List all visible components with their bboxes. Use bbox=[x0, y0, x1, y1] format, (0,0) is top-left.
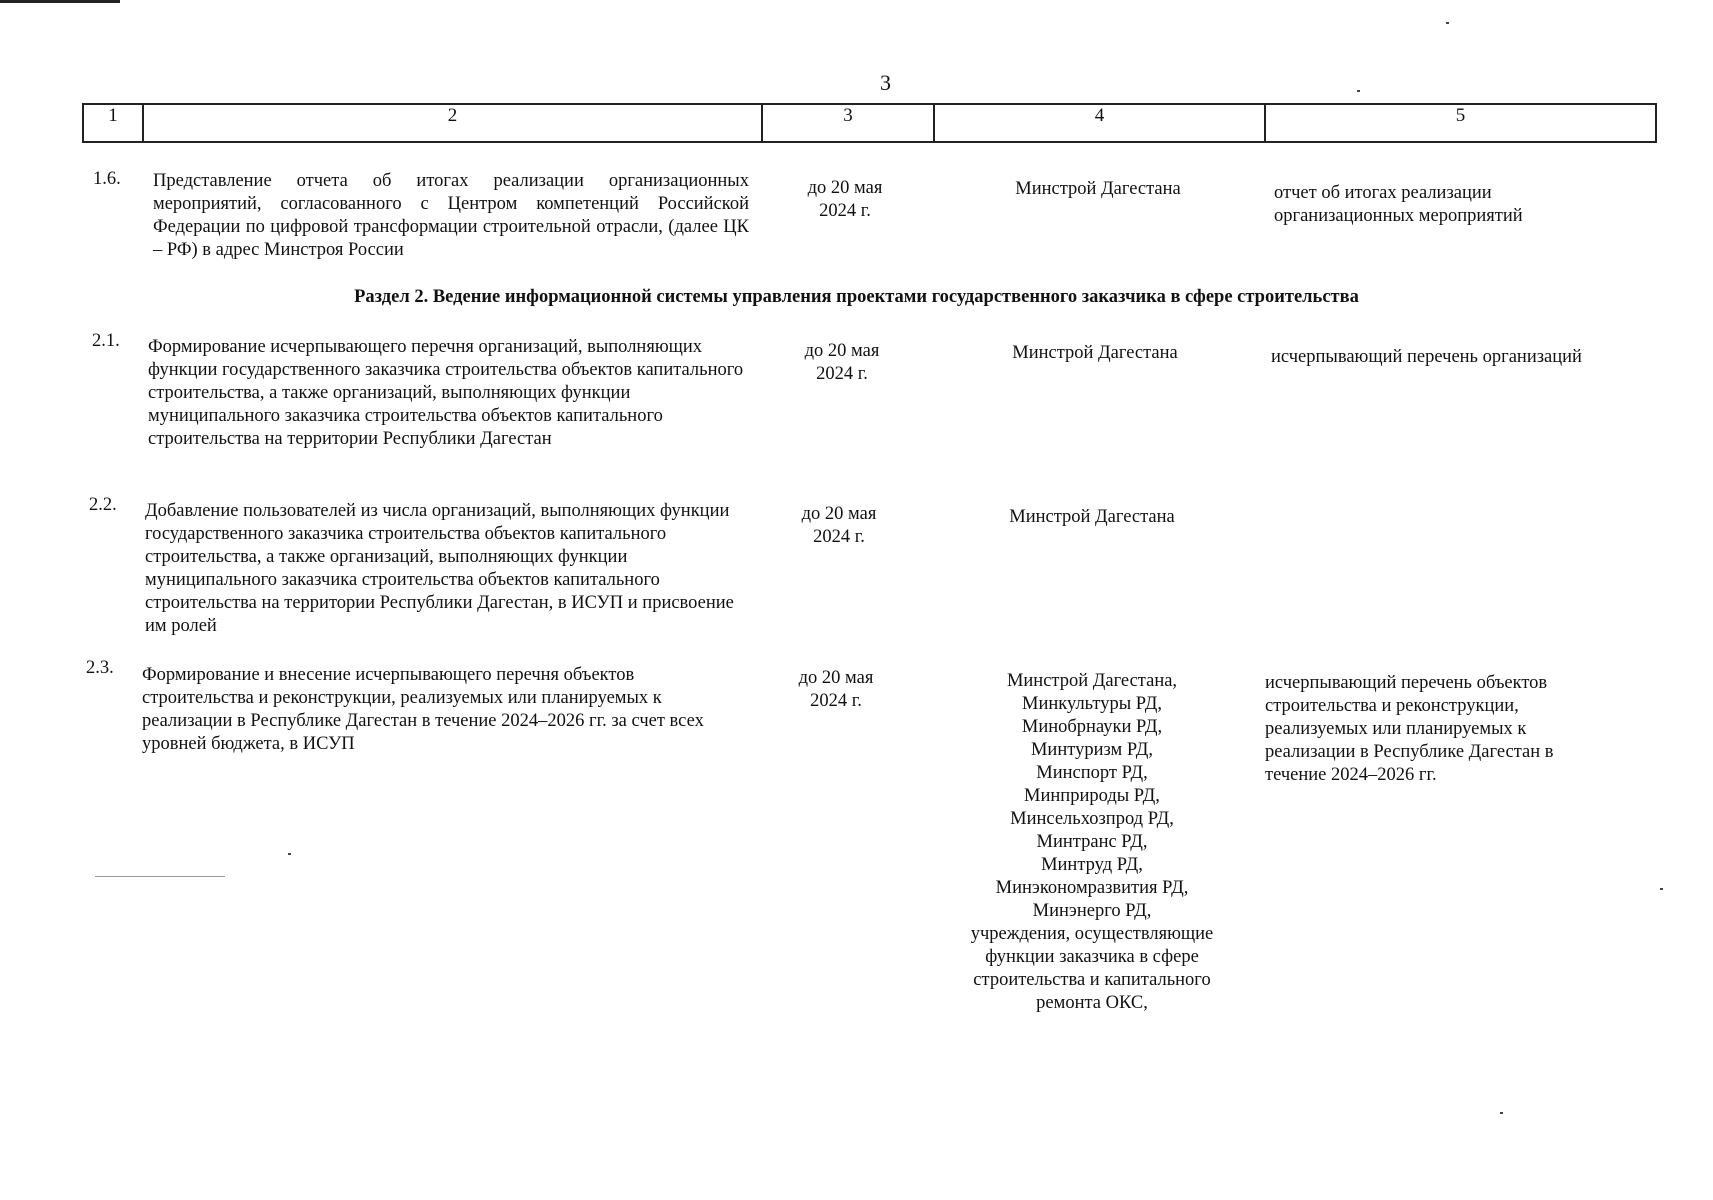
row-deadline bbox=[779, 503, 899, 549]
responsible-line: Минобрнауки РД, bbox=[1021, 717, 1163, 737]
scan-speck bbox=[1660, 888, 1663, 890]
row-deadline bbox=[782, 340, 902, 386]
responsible-line: Минприроды РД, bbox=[1024, 786, 1160, 806]
responsible-line: ремонта ОКС, bbox=[1036, 993, 1148, 1013]
responsible-line: Минтруд РД, bbox=[1041, 855, 1143, 875]
scan-speck bbox=[1500, 1112, 1503, 1114]
responsible-line: Минспорт РД, bbox=[1036, 763, 1148, 783]
responsible-line: Минтуризм РД, bbox=[1030, 740, 1153, 760]
deadline-line-1: до 20 мая bbox=[798, 668, 874, 688]
responsible-line: Минстрой Дагестана, bbox=[1006, 671, 1178, 691]
row-description: Представление отчета об итогах реализации организационных мероприятий, согласованного с Центром компетенций Российской Федерации по цифровой трансформации строительной отрасли, (далее ЦК – РФ) в адрес Минстроя России bbox=[153, 171, 749, 260]
responsible-line: Минтранс РД, bbox=[1036, 832, 1148, 852]
responsible-line: Минкультуры РД, bbox=[1022, 694, 1162, 714]
row-responsible: Минстрой Дагестана bbox=[1015, 179, 1181, 199]
deadline-line-1: до 20 мая bbox=[807, 178, 883, 198]
section-2-title: Раздел 2. Ведение информационной системы управления проектами государственного заказчика в сфере строительства bbox=[354, 287, 1359, 307]
row-result: исчерпывающий перечень организаций bbox=[1271, 347, 1582, 367]
column-header-3: 3 bbox=[762, 104, 934, 142]
responsible-line: Минэкономразвития РД, bbox=[995, 878, 1189, 898]
deadline-line-2: 2024 г. bbox=[819, 201, 871, 221]
deadline-line-1: до 20 мая bbox=[801, 504, 877, 524]
scan-edge-mark bbox=[0, 0, 120, 3]
row-responsible bbox=[942, 670, 1242, 1015]
deadline-line-2: 2024 г. bbox=[810, 691, 862, 711]
deadline-line-1: до 20 мая bbox=[804, 341, 880, 361]
row-result: отчет об итогах реализации организационных мероприятий bbox=[1274, 183, 1523, 226]
row-deadline bbox=[776, 667, 896, 713]
row-description: Добавление пользователей из числа организаций, выполняющих функции государственного заказчика строительства объектов капитального строительства, а также организаций, выполняющих функции муниципального заказчика строительства объектов капитального строительства на территории Республики Дагестан, в ИСУП и присвоение им ролей bbox=[145, 501, 734, 636]
scan-speck bbox=[95, 876, 225, 877]
row-number: 2.1. bbox=[92, 331, 120, 351]
responsible-line: функции заказчика в сфере bbox=[985, 947, 1199, 967]
responsible-line: Минэнерго РД, bbox=[1032, 901, 1152, 921]
column-header-table bbox=[82, 103, 1657, 143]
deadline-line-2: 2024 г. bbox=[816, 364, 868, 384]
column-header-4: 4 bbox=[934, 104, 1265, 142]
row-description: Формирование исчерпывающего перечня организаций, выполняющих функции государственного заказчика строительства объектов капитального строительства, а также организаций, выполняющих функции муниципального заказчика строительства объектов капитального строительства на территории Республики Дагестан bbox=[148, 337, 744, 449]
scan-speck bbox=[1357, 90, 1360, 92]
row-deadline bbox=[785, 177, 905, 223]
column-header-5: 5 bbox=[1265, 104, 1656, 142]
row-result: исчерпывающий перечень объектов строительства и реконструкции, реализуемых или планируемых к реализации в Республике Дагестан в течение 2024–2026 гг. bbox=[1265, 673, 1554, 785]
row-description: Формирование и внесение исчерпывающего перечня объектов строительства и реконструкции, реализуемых или планируемых к реализации в Республике Дагестан в течение 2024–2026 гг. за счет всех уровней бюджета, в ИСУП bbox=[142, 665, 704, 754]
deadline-line-2: 2024 г. bbox=[813, 527, 865, 547]
row-number: 1.6. bbox=[93, 169, 121, 189]
column-header-1: 1 bbox=[83, 104, 143, 142]
scan-speck bbox=[1446, 22, 1449, 24]
row-responsible: Минстрой Дагестана bbox=[1012, 343, 1178, 363]
column-header-2: 2 bbox=[143, 104, 762, 142]
scan-speck bbox=[288, 853, 291, 855]
row-number: 2.3. bbox=[86, 658, 114, 678]
responsible-line: учреждения, осуществляющие bbox=[970, 924, 1214, 944]
responsible-line: строительства и капитального bbox=[973, 970, 1211, 990]
row-number: 2.2. bbox=[89, 495, 117, 515]
page-number: 3 bbox=[880, 70, 891, 95]
responsible-line: Минсельхозпрод РД, bbox=[1010, 809, 1174, 829]
row-responsible: Минстрой Дагестана bbox=[1009, 507, 1175, 527]
